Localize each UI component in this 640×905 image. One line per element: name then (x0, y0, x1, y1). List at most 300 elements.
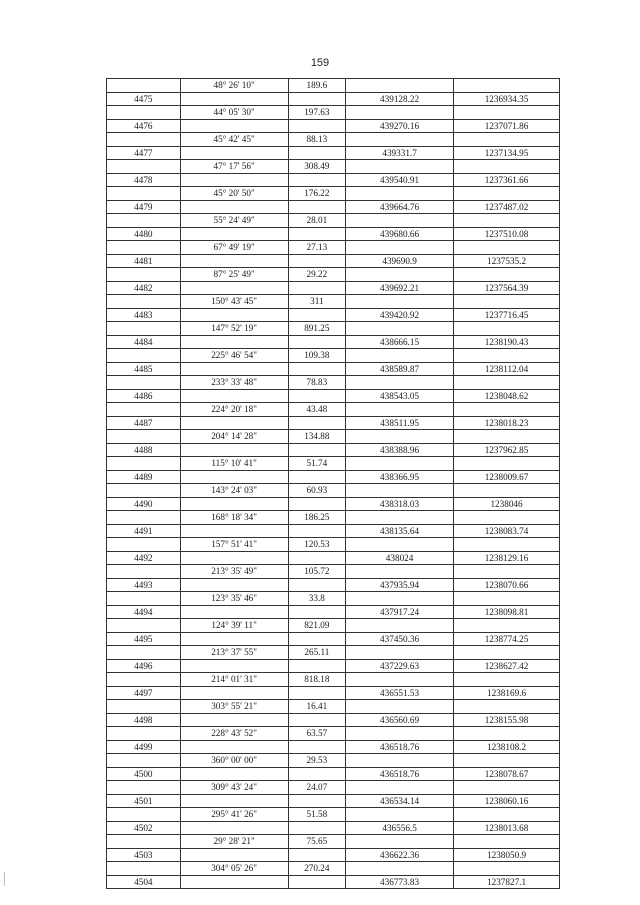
northing-cell: 437229.63 (346, 659, 454, 673)
empty-cell (454, 835, 560, 849)
point-row (107, 416, 560, 430)
easting-cell: 1238060.16 (454, 794, 560, 808)
empty-cell (454, 646, 560, 660)
empty-cell (107, 133, 181, 147)
northing-cell: 437935.94 (346, 578, 454, 592)
empty-cell (288, 281, 346, 295)
empty-cell (346, 160, 454, 174)
empty-cell (346, 214, 454, 228)
bearing-cell: 295° 41' 26" (180, 808, 288, 822)
point-id-cell: 4476 (107, 119, 181, 133)
northing-cell: 438589.87 (346, 362, 454, 376)
empty-cell (180, 416, 288, 430)
empty-cell (288, 578, 346, 592)
empty-cell (454, 619, 560, 633)
empty-cell (454, 700, 560, 714)
empty-cell (107, 781, 181, 795)
easting-cell: 1238050.9 (454, 848, 560, 862)
empty-cell (346, 484, 454, 498)
point-id-cell: 4498 (107, 713, 181, 727)
northing-cell: 436534.14 (346, 794, 454, 808)
empty-cell (288, 443, 346, 457)
empty-cell (107, 484, 181, 498)
empty-cell (288, 794, 346, 808)
segment-row (107, 808, 560, 822)
empty-cell (346, 538, 454, 552)
empty-cell (107, 160, 181, 174)
easting-cell: 1238048.62 (454, 389, 560, 403)
northing-cell: 438024 (346, 551, 454, 565)
segment-row (107, 484, 560, 498)
easting-cell: 1236934.35 (454, 92, 560, 106)
empty-cell (107, 673, 181, 687)
distance-cell: 16.41 (288, 700, 346, 714)
distance-cell: 51.74 (288, 457, 346, 471)
bearing-cell: 143° 24' 03" (180, 484, 288, 498)
empty-cell (288, 632, 346, 646)
empty-cell (454, 133, 560, 147)
point-id-cell: 4496 (107, 659, 181, 673)
distance-cell: 63.57 (288, 727, 346, 741)
bearing-cell: 360° 00' 00" (180, 754, 288, 768)
empty-cell (454, 187, 560, 201)
easting-cell: 1238078.67 (454, 767, 560, 781)
bearing-cell: 204° 14' 28" (180, 430, 288, 444)
empty-cell (107, 241, 181, 255)
easting-cell: 1237361.66 (454, 173, 560, 187)
empty-cell (107, 268, 181, 282)
empty-cell (107, 457, 181, 471)
point-row (107, 578, 560, 592)
distance-cell: 75.65 (288, 835, 346, 849)
bearing-cell: 115° 10' 41" (180, 457, 288, 471)
northing-cell: 439680.66 (346, 227, 454, 241)
distance-cell: 88.13 (288, 133, 346, 147)
empty-cell (180, 821, 288, 835)
point-id-cell: 4482 (107, 281, 181, 295)
northing-cell: 438666.15 (346, 335, 454, 349)
empty-cell (180, 146, 288, 160)
empty-cell (288, 551, 346, 565)
point-id-cell: 4495 (107, 632, 181, 646)
empty-cell (288, 713, 346, 727)
empty-cell (454, 727, 560, 741)
empty-cell (454, 862, 560, 876)
distance-cell: 176.22 (288, 187, 346, 201)
empty-cell (454, 430, 560, 444)
easting-cell: 1237510.08 (454, 227, 560, 241)
bearing-cell: 67° 49' 19" (180, 241, 288, 255)
northing-cell: 439420.92 (346, 308, 454, 322)
empty-cell (107, 376, 181, 390)
northing-cell: 439692.21 (346, 281, 454, 295)
point-id-cell: 4481 (107, 254, 181, 268)
empty-cell (288, 767, 346, 781)
segment-row (107, 241, 560, 255)
point-row (107, 254, 560, 268)
empty-cell (454, 484, 560, 498)
point-id-cell: 4500 (107, 767, 181, 781)
empty-cell (180, 632, 288, 646)
bearing-cell: 47° 17' 56" (180, 160, 288, 174)
distance-cell: 24.07 (288, 781, 346, 795)
empty-cell (180, 713, 288, 727)
point-row (107, 335, 560, 349)
easting-cell: 1238009.67 (454, 470, 560, 484)
easting-cell: 1238046 (454, 497, 560, 511)
empty-cell (346, 457, 454, 471)
empty-cell (180, 767, 288, 781)
empty-cell (346, 376, 454, 390)
distance-cell: 28.01 (288, 214, 346, 228)
empty-cell (454, 322, 560, 336)
distance-cell: 51.58 (288, 808, 346, 822)
bearing-cell: 44° 05' 30" (180, 106, 288, 120)
empty-cell (288, 416, 346, 430)
empty-cell (180, 281, 288, 295)
northing-cell: 436556.5 (346, 821, 454, 835)
easting-cell: 1238083.74 (454, 524, 560, 538)
easting-cell: 1237535.2 (454, 254, 560, 268)
distance-cell: 33.8 (288, 592, 346, 606)
distance-cell: 105.72 (288, 565, 346, 579)
empty-cell (288, 821, 346, 835)
point-id-cell: 4479 (107, 200, 181, 214)
empty-cell (180, 686, 288, 700)
northing-cell: 436622.36 (346, 848, 454, 862)
bearing-cell: 304° 05' 26" (180, 862, 288, 876)
segment-row (107, 295, 560, 309)
point-id-cell: 4480 (107, 227, 181, 241)
bearing-cell: 168° 18' 34" (180, 511, 288, 525)
empty-cell (346, 187, 454, 201)
point-id-cell: 4501 (107, 794, 181, 808)
point-id-cell: 4497 (107, 686, 181, 700)
empty-cell (346, 133, 454, 147)
point-row (107, 227, 560, 241)
empty-cell (288, 200, 346, 214)
distance-cell: 311 (288, 295, 346, 309)
distance-cell: 27.13 (288, 241, 346, 255)
point-id-cell: 4488 (107, 443, 181, 457)
empty-cell (107, 727, 181, 741)
distance-cell: 78.83 (288, 376, 346, 390)
empty-cell (288, 335, 346, 349)
segment-row (107, 619, 560, 633)
empty-cell (107, 430, 181, 444)
northing-cell: 436560.69 (346, 713, 454, 727)
northing-cell: 439331.7 (346, 146, 454, 160)
northing-cell: 437917.24 (346, 605, 454, 619)
empty-cell (107, 214, 181, 228)
easting-cell: 1237134.95 (454, 146, 560, 160)
bearing-cell: 233° 33' 48" (180, 376, 288, 390)
empty-cell (180, 578, 288, 592)
point-id-cell: 4485 (107, 362, 181, 376)
bearing-cell: 124° 39' 11" (180, 619, 288, 633)
distance-cell: 43.48 (288, 403, 346, 417)
northing-cell: 438511.95 (346, 416, 454, 430)
empty-cell (454, 457, 560, 471)
segment-row (107, 322, 560, 336)
empty-cell (107, 403, 181, 417)
empty-cell (454, 376, 560, 390)
empty-cell (346, 700, 454, 714)
segment-row (107, 727, 560, 741)
bearing-cell: 123° 35' 46" (180, 592, 288, 606)
scan-speck (4, 872, 5, 886)
easting-cell: 1238190.43 (454, 335, 560, 349)
empty-cell (107, 79, 181, 93)
empty-cell (288, 470, 346, 484)
point-row (107, 713, 560, 727)
bearing-cell: 55° 24' 49" (180, 214, 288, 228)
point-id-cell: 4490 (107, 497, 181, 511)
point-row (107, 443, 560, 457)
empty-cell (346, 727, 454, 741)
empty-cell (180, 659, 288, 673)
segment-row (107, 835, 560, 849)
empty-cell (454, 565, 560, 579)
point-row (107, 659, 560, 673)
distance-cell: 186.25 (288, 511, 346, 525)
point-row (107, 605, 560, 619)
empty-cell (107, 619, 181, 633)
point-row (107, 173, 560, 187)
point-row (107, 686, 560, 700)
point-id-cell: 4502 (107, 821, 181, 835)
empty-cell (346, 808, 454, 822)
segment-row (107, 160, 560, 174)
empty-cell (180, 308, 288, 322)
distance-cell: 270.24 (288, 862, 346, 876)
empty-cell (454, 592, 560, 606)
point-row (107, 146, 560, 160)
point-id-cell: 4493 (107, 578, 181, 592)
segment-row (107, 862, 560, 876)
empty-cell (107, 538, 181, 552)
easting-cell: 1237487.02 (454, 200, 560, 214)
empty-cell (180, 173, 288, 187)
point-row (107, 497, 560, 511)
empty-cell (346, 592, 454, 606)
bearing-cell: 45° 20' 50" (180, 187, 288, 201)
empty-cell (288, 875, 346, 889)
bearing-cell: 225° 46' 54" (180, 349, 288, 363)
empty-cell (107, 295, 181, 309)
empty-cell (454, 160, 560, 174)
point-id-cell: 4504 (107, 875, 181, 889)
empty-cell (346, 754, 454, 768)
easting-cell: 1237962.85 (454, 443, 560, 457)
empty-cell (180, 551, 288, 565)
segment-row (107, 268, 560, 282)
distance-cell: 818.18 (288, 673, 346, 687)
segment-row (107, 538, 560, 552)
empty-cell (454, 403, 560, 417)
empty-cell (346, 322, 454, 336)
bearing-cell: 29° 28' 21" (180, 835, 288, 849)
bearing-cell: 147° 52' 19" (180, 322, 288, 336)
point-id-cell: 4475 (107, 92, 181, 106)
empty-cell (288, 227, 346, 241)
distance-cell: 134.88 (288, 430, 346, 444)
point-row (107, 470, 560, 484)
distance-cell: 109.38 (288, 349, 346, 363)
bearing-cell: 214° 01' 31" (180, 673, 288, 687)
survey-table-body (107, 79, 560, 889)
segment-row (107, 214, 560, 228)
empty-cell (454, 538, 560, 552)
empty-cell (346, 241, 454, 255)
northing-cell: 436518.76 (346, 740, 454, 754)
empty-cell (346, 295, 454, 309)
empty-cell (180, 740, 288, 754)
empty-cell (107, 835, 181, 849)
empty-cell (288, 173, 346, 187)
segment-row (107, 754, 560, 768)
segment-row (107, 187, 560, 201)
bearing-cell: 228° 43' 52" (180, 727, 288, 741)
segment-row (107, 781, 560, 795)
empty-cell (454, 214, 560, 228)
point-row (107, 632, 560, 646)
empty-cell (180, 848, 288, 862)
northing-cell: 436551.53 (346, 686, 454, 700)
empty-cell (180, 794, 288, 808)
empty-cell (288, 308, 346, 322)
segment-row (107, 565, 560, 579)
easting-cell: 1238155.98 (454, 713, 560, 727)
easting-cell: 1238627.42 (454, 659, 560, 673)
bearing-cell: 87° 25' 49" (180, 268, 288, 282)
easting-cell: 1238070.66 (454, 578, 560, 592)
segment-row (107, 403, 560, 417)
point-id-cell: 4491 (107, 524, 181, 538)
point-row (107, 389, 560, 403)
empty-cell (346, 646, 454, 660)
empty-cell (346, 403, 454, 417)
segment-row (107, 673, 560, 687)
empty-cell (180, 389, 288, 403)
bearing-cell: 150° 43' 45" (180, 295, 288, 309)
point-id-cell: 4489 (107, 470, 181, 484)
empty-cell (288, 848, 346, 862)
empty-cell (288, 254, 346, 268)
distance-cell: 189.6 (288, 79, 346, 93)
point-row (107, 848, 560, 862)
northing-cell: 439128.22 (346, 92, 454, 106)
point-id-cell: 4483 (107, 308, 181, 322)
empty-cell (288, 389, 346, 403)
empty-cell (454, 808, 560, 822)
empty-cell (288, 740, 346, 754)
segment-row (107, 106, 560, 120)
empty-cell (288, 524, 346, 538)
bearing-cell: 213° 35' 49" (180, 565, 288, 579)
northing-cell: 439270.16 (346, 119, 454, 133)
empty-cell (288, 119, 346, 133)
empty-cell (454, 511, 560, 525)
northing-cell: 436518.76 (346, 767, 454, 781)
empty-cell (346, 781, 454, 795)
empty-cell (180, 227, 288, 241)
northing-cell: 438543.05 (346, 389, 454, 403)
empty-cell (346, 565, 454, 579)
distance-cell: 29.53 (288, 754, 346, 768)
empty-cell (107, 565, 181, 579)
distance-cell: 120.53 (288, 538, 346, 552)
empty-cell (288, 146, 346, 160)
northing-cell: 436773.83 (346, 875, 454, 889)
segment-row (107, 700, 560, 714)
empty-cell (180, 254, 288, 268)
bearing-cell: 303° 55' 21" (180, 700, 288, 714)
northing-cell: 438135.64 (346, 524, 454, 538)
empty-cell (180, 92, 288, 106)
distance-cell: 821.09 (288, 619, 346, 633)
empty-cell (180, 524, 288, 538)
empty-cell (180, 119, 288, 133)
point-id-cell: 4503 (107, 848, 181, 862)
northing-cell: 438318.03 (346, 497, 454, 511)
empty-cell (180, 497, 288, 511)
point-row (107, 524, 560, 538)
empty-cell (346, 430, 454, 444)
empty-cell (288, 92, 346, 106)
empty-cell (107, 646, 181, 660)
empty-cell (346, 862, 454, 876)
northing-cell: 437450.36 (346, 632, 454, 646)
empty-cell (454, 781, 560, 795)
easting-cell: 1237716.45 (454, 308, 560, 322)
point-row (107, 551, 560, 565)
point-id-cell: 4487 (107, 416, 181, 430)
segment-row (107, 430, 560, 444)
easting-cell: 1238112.04 (454, 362, 560, 376)
easting-cell: 1237071.86 (454, 119, 560, 133)
point-row (107, 281, 560, 295)
segment-row (107, 79, 560, 93)
segment-row (107, 646, 560, 660)
easting-cell: 1238108.2 (454, 740, 560, 754)
empty-cell (107, 592, 181, 606)
northing-cell: 438388.96 (346, 443, 454, 457)
empty-cell (454, 673, 560, 687)
empty-cell (107, 511, 181, 525)
distance-cell: 29.22 (288, 268, 346, 282)
empty-cell (180, 335, 288, 349)
easting-cell: 1238774.25 (454, 632, 560, 646)
northing-cell: 439664.76 (346, 200, 454, 214)
empty-cell (346, 619, 454, 633)
empty-cell (288, 686, 346, 700)
point-row (107, 308, 560, 322)
easting-cell: 1238169.6 (454, 686, 560, 700)
empty-cell (454, 349, 560, 363)
empty-cell (454, 295, 560, 309)
empty-cell (288, 362, 346, 376)
segment-row (107, 349, 560, 363)
easting-cell: 1238098.81 (454, 605, 560, 619)
point-id-cell: 4478 (107, 173, 181, 187)
segment-row (107, 511, 560, 525)
distance-cell: 197.63 (288, 106, 346, 120)
empty-cell (107, 349, 181, 363)
empty-cell (107, 322, 181, 336)
easting-cell: 1238129.16 (454, 551, 560, 565)
bearing-cell: 224° 20' 18" (180, 403, 288, 417)
